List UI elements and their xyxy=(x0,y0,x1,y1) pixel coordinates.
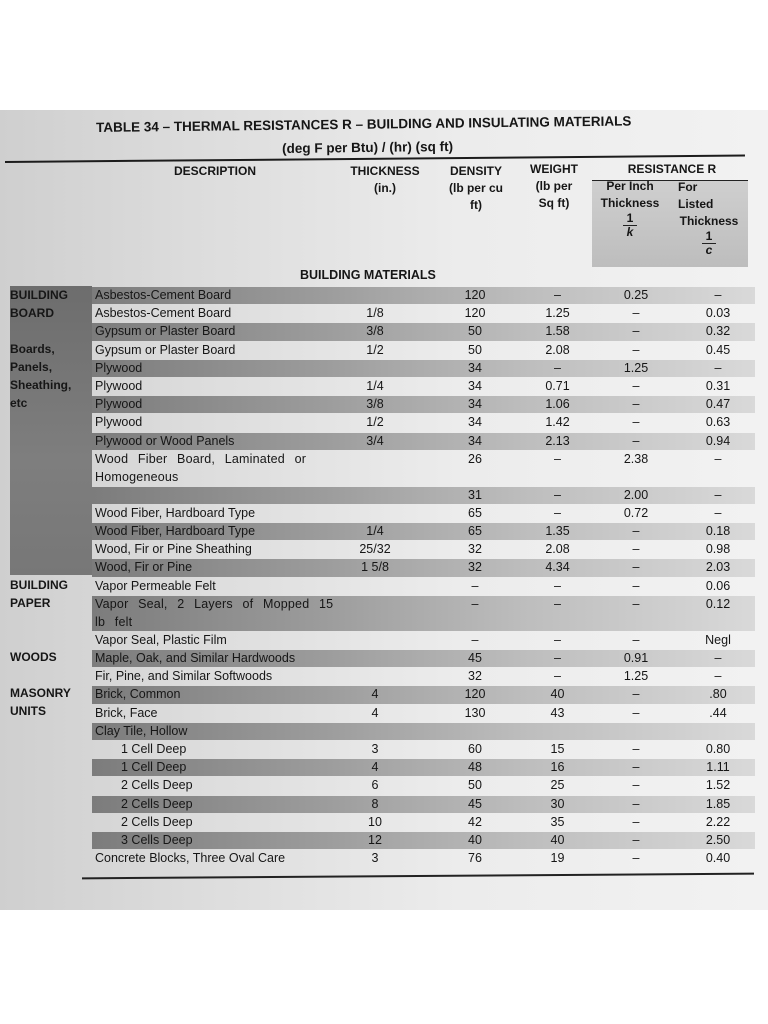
row-density: 120 xyxy=(464,288,486,302)
row-description: Wood, Fir or Pine Sheathing xyxy=(95,542,252,557)
row-density: 45 xyxy=(468,651,482,665)
row-resistance-listed: 0.45 xyxy=(705,342,731,357)
row-weight: 2.13 xyxy=(545,433,570,448)
row-resistance-listed: – xyxy=(714,505,722,520)
table-row xyxy=(10,286,755,304)
row-weight: – xyxy=(554,651,561,665)
row-density: – xyxy=(471,632,479,647)
table-row xyxy=(10,504,755,522)
row-resistance-listed: 0.47 xyxy=(705,397,731,412)
header-description: DESCRIPTION xyxy=(173,164,256,178)
row-description: Gypsum or Plaster Board xyxy=(95,342,236,357)
row-density: 65 xyxy=(468,505,482,520)
row-weight: – xyxy=(554,578,561,593)
row-resistance-per-inch: – xyxy=(632,796,640,811)
row-description: Brick, Face xyxy=(95,705,158,720)
row-resistance-listed: 0.03 xyxy=(705,306,731,321)
table-row xyxy=(10,359,755,377)
row-resistance-listed: 1.11 xyxy=(706,760,730,775)
row-resistance-per-inch: 1.25 xyxy=(623,360,649,375)
table-row xyxy=(10,432,755,450)
row-density: 60 xyxy=(468,741,482,756)
row-thickness: 4 xyxy=(371,760,379,775)
row-resistance-listed: .44 xyxy=(709,705,727,720)
row-resistance-listed: 0.12 xyxy=(705,596,731,611)
row-resistance-listed: – xyxy=(714,451,722,466)
table-row xyxy=(10,395,755,413)
row-density: 45 xyxy=(468,796,482,811)
row-weight: 40 xyxy=(550,687,565,702)
table-row xyxy=(10,667,755,685)
row-resistance-per-inch: – xyxy=(632,433,640,448)
row-density: 50 xyxy=(468,324,482,339)
table-row xyxy=(10,849,755,867)
row-shading xyxy=(92,723,755,740)
row-resistance-per-inch: – xyxy=(632,560,640,575)
row-resistance-listed: – xyxy=(714,487,722,502)
row-thickness: 1/8 xyxy=(366,306,384,321)
header-listed: For Listed Thickness $\frac{1}{c}$ xyxy=(678,180,739,257)
row-weight: 2.08 xyxy=(545,542,570,557)
row-resistance-per-inch: 2.00 xyxy=(623,487,649,502)
table-title: TABLE 34 – THERMAL RESISTANCES R – BUILDING AND INSULATING MATERIALS xyxy=(96,113,632,135)
row-resistance-per-inch: – xyxy=(632,851,640,866)
row-thickness: 6 xyxy=(371,778,379,793)
table-row xyxy=(10,577,755,595)
category-masonry-units: MASONRY UNITS xyxy=(10,686,71,718)
category-boards-panels: Boards, Panels, Sheathing, etc xyxy=(10,342,72,410)
table-row xyxy=(10,813,755,831)
row-weight: 1.25 xyxy=(545,306,570,321)
header-per-inch: Per Inch Thickness $\frac{1}{k}$ xyxy=(600,179,660,239)
row-density: 120 xyxy=(464,306,486,321)
row-description: 2 Cells Deep xyxy=(121,778,193,793)
row-resistance-per-inch: 2.38 xyxy=(623,451,649,466)
table-row xyxy=(10,595,755,631)
row-resistance-listed: – xyxy=(714,669,722,684)
row-resistance-listed: .80 xyxy=(709,687,727,702)
row-weight: 1.42 xyxy=(545,415,570,430)
row-description: Vapor Seal, 2 Layers of Mopped 15 lb felt xyxy=(95,596,334,629)
row-description: Vapor Permeable Felt xyxy=(95,578,216,593)
row-thickness: 4 xyxy=(371,687,379,702)
row-description: Plywood xyxy=(95,415,143,430)
row-density: 32 xyxy=(468,560,482,575)
row-resistance-listed: 0.06 xyxy=(705,578,731,593)
row-thickness: 1 5/8 xyxy=(361,560,389,575)
row-description: Concrete Blocks, Three Oval Care xyxy=(95,851,286,866)
table-row xyxy=(10,540,755,558)
row-density: 65 xyxy=(468,524,482,539)
row-weight: – xyxy=(554,288,561,302)
row-weight: 2.08 xyxy=(545,342,570,357)
row-resistance-per-inch: – xyxy=(632,415,640,430)
row-density: 34 xyxy=(468,433,482,448)
row-thickness: 1/4 xyxy=(366,524,384,539)
row-resistance-per-inch: – xyxy=(632,324,640,339)
row-weight: – xyxy=(554,632,561,647)
row-density: 50 xyxy=(468,778,482,793)
table-row xyxy=(10,685,755,703)
row-description: 2 Cells Deep xyxy=(121,814,193,829)
row-resistance-listed: 1.85 xyxy=(705,796,731,811)
row-weight: – xyxy=(554,596,561,611)
row-description: Plywood xyxy=(95,378,143,393)
table-body xyxy=(10,286,755,867)
table-row xyxy=(10,722,755,740)
row-resistance-per-inch: – xyxy=(632,760,640,775)
row-density: 42 xyxy=(468,814,482,829)
row-description: Asbestos-Cement Board xyxy=(95,288,232,302)
row-weight: 4.34 xyxy=(545,560,570,575)
table-row xyxy=(10,377,755,395)
row-density: 34 xyxy=(468,415,482,430)
row-density: 130 xyxy=(464,705,486,720)
row-resistance-per-inch: – xyxy=(632,814,640,829)
row-resistance-listed: – xyxy=(714,651,722,665)
row-resistance-listed: 2.22 xyxy=(705,814,731,829)
row-thickness: 1/2 xyxy=(366,342,384,357)
row-description: Plywood or Wood Panels xyxy=(95,433,235,448)
row-thickness: 4 xyxy=(371,705,379,720)
row-resistance-listed: 0.40 xyxy=(705,851,731,866)
row-density: 34 xyxy=(468,360,482,375)
row-resistance-listed: 0.18 xyxy=(705,524,731,539)
table-row xyxy=(10,776,755,794)
row-thickness: 10 xyxy=(368,814,382,829)
row-density: 32 xyxy=(468,542,482,557)
row-resistance-per-inch: – xyxy=(632,524,640,539)
row-resistance-per-inch: – xyxy=(632,741,640,756)
row-description: Asbestos-Cement Board xyxy=(95,306,232,321)
row-description: Plywood xyxy=(95,397,143,412)
category-building-board: BUILDING BOARD xyxy=(10,288,68,320)
row-thickness: 3 xyxy=(371,851,379,866)
row-description: Brick, Common xyxy=(95,687,181,702)
row-density: 34 xyxy=(468,397,482,412)
header-weight: WEIGHT (lb per Sq ft) xyxy=(530,162,578,210)
table-bottom-rule xyxy=(82,873,754,879)
header-resistance: RESISTANCE R xyxy=(627,162,717,176)
row-resistance-per-inch: 0.25 xyxy=(623,288,649,302)
row-description: 2 Cells Deep xyxy=(121,796,193,811)
row-density: 26 xyxy=(468,451,482,466)
table-row xyxy=(10,831,755,849)
row-resistance-per-inch: – xyxy=(632,378,640,393)
row-density: 50 xyxy=(468,342,482,357)
table-row xyxy=(10,522,755,540)
table-row xyxy=(10,649,755,667)
row-resistance-per-inch: – xyxy=(632,578,640,593)
row-weight: – xyxy=(554,669,561,684)
row-description: 3 Cells Deep xyxy=(121,832,193,847)
row-density: 48 xyxy=(468,760,482,775)
table-row xyxy=(10,450,755,486)
table-row xyxy=(10,631,755,649)
row-resistance-per-inch: 0.72 xyxy=(623,505,649,520)
row-resistance-listed: – xyxy=(714,288,722,302)
per-inch-fraction: $\frac{1}{k}$ xyxy=(623,212,638,239)
row-description: Wood Fiber, Hardboard Type xyxy=(95,505,256,520)
row-resistance-per-inch: – xyxy=(632,397,640,412)
row-density: 40 xyxy=(468,832,482,847)
row-description: Clay Tile, Hollow xyxy=(95,723,188,738)
row-description: 1 Cell Deep xyxy=(121,760,187,775)
row-weight: – xyxy=(554,487,561,502)
row-thickness: 1/2 xyxy=(366,415,384,430)
row-resistance-listed: Negl xyxy=(705,632,731,647)
row-density: – xyxy=(471,596,479,611)
row-resistance-listed: 0.94 xyxy=(705,433,731,448)
row-resistance-per-inch: – xyxy=(632,632,640,647)
row-density: 32 xyxy=(468,669,482,684)
row-resistance-listed: 0.98 xyxy=(705,542,731,557)
row-description: Maple, Oak, and Similar Hardwoods xyxy=(95,651,296,665)
row-description: Fir, Pine, and Similar Softwoods xyxy=(95,669,273,684)
header-thickness: THICKNESS (in.) xyxy=(350,164,420,195)
row-thickness: 25/32 xyxy=(359,542,391,557)
category-woods: WOODS xyxy=(10,650,57,664)
row-weight: 30 xyxy=(550,796,565,811)
header-density: DENSITY (lb per cu ft) xyxy=(448,164,503,212)
row-weight: 19 xyxy=(550,851,565,866)
row-description: Plywood xyxy=(95,360,143,375)
table-subtitle: (deg F per Btu) / (hr) (sq ft) xyxy=(282,138,454,156)
row-weight: 1.06 xyxy=(545,397,570,412)
row-resistance-per-inch: – xyxy=(632,596,640,611)
row-weight: 1.35 xyxy=(545,524,570,539)
table-row xyxy=(10,795,755,813)
row-resistance-listed: – xyxy=(714,360,722,375)
row-density: – xyxy=(471,578,479,593)
row-weight: 40 xyxy=(550,832,565,847)
row-thickness: 3 xyxy=(371,741,379,756)
row-density: 120 xyxy=(464,687,486,702)
row-weight: – xyxy=(554,360,561,375)
table-row xyxy=(10,740,755,758)
table-row xyxy=(10,304,755,322)
row-weight: – xyxy=(554,505,561,520)
row-thickness: 3/8 xyxy=(366,397,384,412)
row-resistance-listed: 0.32 xyxy=(705,324,731,339)
row-resistance-per-inch: – xyxy=(632,778,640,793)
table-row xyxy=(10,704,755,722)
listed-fraction: $\frac{1}{c}$ xyxy=(702,230,717,257)
row-resistance-listed: 2.03 xyxy=(705,560,731,575)
row-description: 1 Cell Deep xyxy=(121,741,187,756)
row-weight: 15 xyxy=(550,741,565,756)
row-resistance-listed: 0.80 xyxy=(705,741,731,756)
row-weight: 0.71 xyxy=(545,378,570,393)
row-thickness: 12 xyxy=(368,832,382,847)
row-thickness: 3/4 xyxy=(366,433,384,448)
row-weight: 25 xyxy=(550,778,565,793)
row-resistance-listed: 0.63 xyxy=(705,415,731,430)
row-weight: 35 xyxy=(550,814,565,829)
row-resistance-per-inch: – xyxy=(632,306,640,321)
row-resistance-per-inch: 0.91 xyxy=(623,651,649,665)
row-description: Wood, Fir or Pine xyxy=(95,560,193,575)
row-resistance-listed: 0.31 xyxy=(705,378,731,393)
row-resistance-listed: 2.50 xyxy=(705,832,731,847)
table-row xyxy=(10,486,755,504)
row-thickness: 3/8 xyxy=(366,324,384,339)
row-resistance-per-inch: 1.25 xyxy=(623,669,649,684)
row-description: Vapor Seal, Plastic Film xyxy=(95,632,227,647)
table-row xyxy=(10,758,755,776)
row-weight: 16 xyxy=(550,760,565,775)
table-row xyxy=(10,558,755,576)
row-resistance-per-inch: – xyxy=(632,705,640,720)
row-weight: 43 xyxy=(550,705,565,720)
table-row xyxy=(10,413,755,431)
row-resistance-listed: 1.52 xyxy=(705,778,731,793)
row-resistance-per-inch: – xyxy=(632,687,640,702)
row-weight: 1.58 xyxy=(545,324,570,339)
table-rows xyxy=(10,286,755,867)
row-density: 76 xyxy=(468,851,482,866)
row-description: Wood Fiber, Hardboard Type xyxy=(95,524,256,539)
row-resistance-per-inch: – xyxy=(632,542,640,557)
row-density: 31 xyxy=(468,487,482,502)
row-thickness: 1/4 xyxy=(366,378,384,393)
table-row xyxy=(10,322,755,340)
row-weight: – xyxy=(554,451,561,466)
category-building-paper: BUILDING PAPER xyxy=(10,578,68,610)
row-description: Gypsum or Plaster Board xyxy=(95,324,236,339)
row-thickness: 8 xyxy=(371,796,379,811)
row-description: Wood Fiber Board, Laminated or Homogeneous xyxy=(95,451,307,484)
table-row xyxy=(10,341,755,359)
section-building-materials: BUILDING MATERIALS xyxy=(300,268,436,282)
row-resistance-per-inch: – xyxy=(632,342,640,357)
row-resistance-per-inch: – xyxy=(632,832,640,847)
row-density: 34 xyxy=(468,378,482,393)
